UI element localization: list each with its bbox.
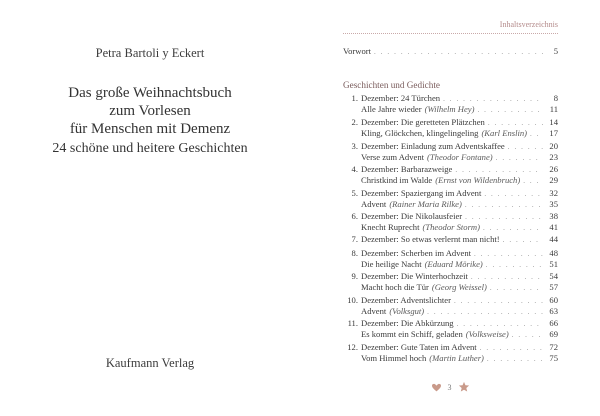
- title-line: Das große Weihnachtsbuch: [68, 85, 232, 101]
- toc-entry-number: 2.: [351, 117, 358, 127]
- toc-entry-story[interactable]: [343, 188, 558, 198]
- dot-leader: [523, 177, 543, 185]
- dot-leader: [471, 273, 543, 281]
- dot-leader: [487, 355, 543, 363]
- dot-leader: [488, 119, 543, 127]
- toc-entry-title: Dezember: Einladung zum Adventskaffee: [361, 141, 505, 151]
- toc-page-number: 35: [549, 199, 558, 209]
- toc-entry-story[interactable]: [343, 93, 558, 103]
- toc-entry-number: 9.: [351, 271, 358, 281]
- toc-poem-author: (Georg Weissel): [431, 282, 487, 292]
- toc-entry-title: Dezember: Die geretteten Plätzchen: [361, 117, 485, 127]
- toc-entry-number: 11.: [347, 318, 358, 328]
- toc-page-number: 57: [549, 282, 558, 292]
- book-title: [0, 84, 300, 138]
- toc-poem-author: (Eduard Mörike): [424, 259, 483, 269]
- toc-poem-title: Kling, Glöckchen, klingelingeling: [361, 128, 479, 138]
- toc-entry-number: 6.: [351, 211, 358, 221]
- toc-entry-label: Vorwort: [343, 46, 372, 56]
- toc-poem-title: Vom Himmel hoch: [361, 353, 427, 363]
- toc-entry-poem[interactable]: [343, 282, 558, 292]
- toc-entry-story[interactable]: [343, 342, 558, 352]
- toc-entry-title: Dezember: 24 Türchen: [361, 93, 441, 103]
- toc-poem-title: Knecht Ruprecht: [361, 222, 420, 232]
- toc-entry-title: Dezember: Die Abkürzung: [361, 318, 454, 328]
- dot-leader: [490, 284, 543, 292]
- toc-page-number: 41: [549, 222, 558, 232]
- toc-entry-number: 7.: [351, 234, 358, 244]
- toc-entry-number: 4.: [351, 164, 358, 174]
- toc-entry-poem[interactable]: [343, 128, 558, 138]
- toc-page-number: 11: [549, 104, 558, 114]
- toc-entry-story[interactable]: [343, 234, 558, 244]
- dot-leader: [483, 224, 543, 232]
- toc-page-number: 44: [549, 234, 558, 244]
- toc-entry-number: 5.: [351, 188, 358, 198]
- toc-entry-poem[interactable]: [343, 152, 558, 162]
- toc-entry-poem[interactable]: [343, 306, 558, 316]
- dot-leader: [503, 236, 543, 244]
- toc-entry-story[interactable]: [343, 295, 558, 305]
- heart-icon: [431, 382, 442, 393]
- toc-page-number: 23: [549, 152, 558, 162]
- toc-poem-title: Die heilige Nacht: [361, 259, 422, 269]
- toc-entry-story[interactable]: [343, 211, 558, 221]
- toc-page-number: 20: [549, 141, 558, 151]
- toc-entry-title: Dezember: Die Winterhochzeit: [361, 271, 468, 281]
- running-header: Inhaltsverzeichnis: [499, 20, 558, 29]
- toc-entry-story[interactable]: [343, 117, 558, 127]
- dot-leader: [457, 320, 543, 328]
- dot-leader: [484, 190, 543, 198]
- dot-leader: [477, 106, 543, 114]
- star-icon: [458, 381, 470, 393]
- toc-entry-poem[interactable]: [343, 104, 558, 114]
- toc-page-number: 29: [549, 175, 558, 185]
- toc-page-number: 14: [549, 117, 558, 127]
- toc-poem-title: Verse zum Advent: [361, 152, 425, 162]
- toc-poem-author: (Theodor Fontane): [427, 152, 493, 162]
- toc-page-number: 26: [549, 164, 558, 174]
- toc-entry-number: 1.: [351, 93, 358, 103]
- toc-poem-title: Es kommt ein Schiff, geladen: [361, 329, 463, 339]
- title-line: für Menschen mit Demenz: [69, 121, 231, 137]
- toc-entry-title: Dezember: Spaziergang im Advent: [361, 188, 482, 198]
- toc-entry-number: 12.: [347, 342, 358, 352]
- toc-poem-author: (Volksgut): [389, 306, 425, 316]
- toc-entry-title: Dezember: Die Nikolausfeier: [361, 211, 463, 221]
- toc-entry-story[interactable]: [343, 271, 558, 281]
- toc-entry-poem[interactable]: [343, 259, 558, 269]
- page-number: 3: [447, 382, 452, 392]
- toc-page-number: 72: [549, 342, 558, 352]
- page-footer: [300, 381, 600, 393]
- toc-page-number: 48: [549, 248, 558, 258]
- dot-leader: [465, 201, 543, 209]
- toc-poem-title: Macht hoch die Tür: [361, 282, 429, 292]
- toc-page-number: 54: [549, 271, 558, 281]
- toc-poem-author: (Wilhelm Hey): [424, 104, 475, 114]
- toc-page-number: 5: [553, 46, 558, 56]
- toc-page-number: 38: [549, 211, 558, 221]
- toc-poem-title: Christkind im Walde: [361, 175, 433, 185]
- toc-entry-title: Dezember: So etwas verlernt man nicht!: [361, 234, 500, 244]
- toc-entry-poem[interactable]: [343, 199, 558, 209]
- toc-entry-poem[interactable]: [343, 175, 558, 185]
- toc-poem-author: (Martin Luther): [429, 353, 484, 363]
- dot-leader: [480, 344, 543, 352]
- dot-leader: [508, 143, 543, 151]
- dot-leader: [374, 48, 543, 56]
- dot-leader: [530, 130, 543, 138]
- dot-leader: [474, 250, 543, 258]
- toc-poem-author: (Volksweise): [465, 329, 509, 339]
- toc-entry-number: 8.: [351, 248, 358, 258]
- dot-leader: [512, 331, 543, 339]
- dot-leader: [427, 308, 543, 316]
- dot-leader: [455, 166, 543, 174]
- toc-entry-title: Dezember: Gute Taten im Advent: [361, 342, 477, 352]
- toc-page-number: 17: [549, 128, 558, 138]
- toc-poem-title: Advent: [361, 306, 387, 316]
- title-line: zum Vorlesen: [109, 103, 191, 119]
- toc-poem-title: Alle Jahre wieder: [361, 104, 422, 114]
- toc-entry-poem[interactable]: [343, 353, 558, 363]
- toc-page-number: 75: [549, 353, 558, 363]
- toc-entry-title: Dezember: Scherben im Advent: [361, 248, 472, 258]
- toc-poem-author: (Theodor Storm): [422, 222, 480, 232]
- toc-poem-author: (Rainer Maria Rilke): [389, 199, 462, 209]
- dot-leader: [465, 213, 543, 221]
- toc-page-number: 63: [549, 306, 558, 316]
- toc-entry-poem[interactable]: [343, 222, 558, 232]
- toc-entry-story[interactable]: [343, 248, 558, 258]
- toc-entry-poem[interactable]: [343, 329, 558, 339]
- book-author: Petra Bartoli y Eckert: [95, 46, 205, 60]
- toc-page-number: 51: [549, 259, 558, 269]
- toc-poem-title: Advent: [361, 199, 387, 209]
- toc-entry-title: Dezember: Adventslichter: [361, 295, 451, 305]
- dot-leader: [443, 95, 543, 103]
- toc-poem-author: (Ernst von Wildenbruch): [435, 175, 521, 185]
- toc-page-number: 60: [549, 295, 558, 305]
- toc-entry-preface[interactable]: [343, 46, 558, 56]
- publisher-name: Kaufmann Verlag: [105, 356, 195, 370]
- dot-leader: [454, 297, 543, 305]
- toc-entry-story[interactable]: [343, 318, 558, 328]
- section-heading: Geschichten und Gedichte: [343, 80, 440, 90]
- book-subtitle: 24 schöne und heitere Geschichten: [52, 141, 248, 156]
- toc-entry-title: Dezember: Barbarazweige: [361, 164, 453, 174]
- toc-page-number: 69: [549, 329, 558, 339]
- toc-page-number: 8: [553, 93, 558, 103]
- dot-leader: [496, 154, 543, 162]
- toc-entry-story[interactable]: [343, 141, 558, 151]
- table-of-contents-page: [300, 0, 600, 416]
- toc-page-number: 32: [549, 188, 558, 198]
- header-divider: [343, 33, 558, 34]
- toc-entry-number: 10.: [347, 295, 358, 305]
- toc-page-number: 66: [549, 318, 558, 328]
- toc-poem-author: (Karl Enslin): [481, 128, 528, 138]
- dot-leader: [486, 261, 543, 269]
- toc-entry-story[interactable]: [343, 164, 558, 174]
- toc-entry-number: 3.: [351, 141, 358, 151]
